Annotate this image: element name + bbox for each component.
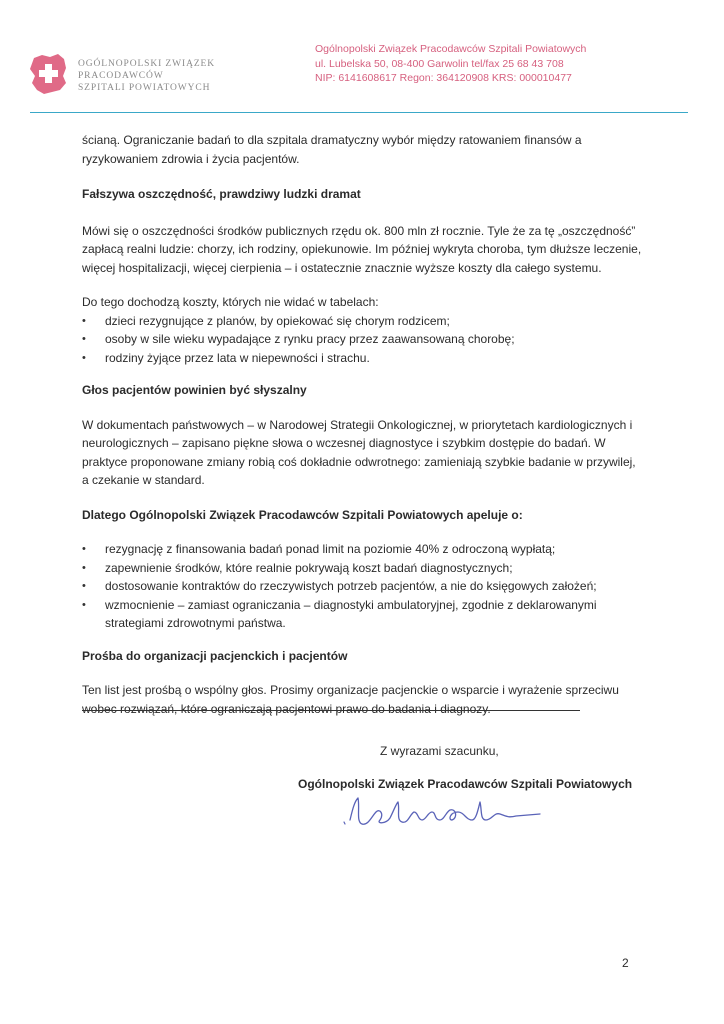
section-heading-4: Prośba do organizacji pacjenckich i pacjentów xyxy=(82,648,348,663)
signer-name: Ogólnopolski Związek Pracodawców Szpitali Powiatowych xyxy=(298,777,633,791)
section2-paragraph-1: W dokumentach państwowych – w Narodowej Strategii Onkologicznej, w priorytetach kardiologicznych i neurologicznych – zapisano piękne słowa o wczesnej diagnostyce i szybkim dostępie do badań. W praktyce proponowane zmiany robią coś dokładnie odwrotnego: zamieniają szybkie badanie w przywilej, a czekanie w standard. xyxy=(82,417,636,487)
header-divider xyxy=(30,112,688,113)
section1-paragraph-2: Do tego dochodzą koszty, których nie widać w tabelach: xyxy=(82,295,379,309)
appeal-list xyxy=(82,540,642,633)
intro-paragraph: ścianą. Ograniczanie badań to dla szpitala dramatyczny wybór między ratowaniem finansów a ryzykowaniem zdrowia i życia pacjentów. xyxy=(82,133,582,166)
list-item: • rezygnację z finansowania badań ponad limit na poziomie 40% z odroczoną wypłatą; xyxy=(82,540,642,559)
closing-salutation: Z wyrazami szacunku, xyxy=(380,744,499,758)
logo-line-3: SZPITALI POWIATOWYCH xyxy=(78,83,211,93)
letter-body xyxy=(82,131,642,718)
logo-wordmark xyxy=(78,58,215,94)
letterhead-contact xyxy=(315,42,605,86)
list-item: • rodziny żyjące przez lata w niepewności i strachu. xyxy=(82,349,642,368)
logo-line-1: OGÓLNOPOLSKI ZWIĄZEK xyxy=(78,59,215,69)
letterhead-address: ul. Lubelska 50, 08-400 Garwolin tel/fax 25 68 43 708 xyxy=(315,57,564,70)
organization-logo xyxy=(28,52,228,104)
list-item: • dzieci rezygnujące z planów, by opiekować się chorym rodzicem; xyxy=(82,312,642,331)
list-item: • wzmocnienie – zamiast ograniczania – diagnostyki ambulatoryjnej, zgodnie z deklarowanymi strategiami zdrowotnymi państwa. xyxy=(82,596,642,633)
section-heading-1: Fałszywa oszczędność, prawdziwy ludzki dramat xyxy=(82,187,361,201)
letterhead-registry: NIP: 6141608617 Regon: 364120908 KRS: 000010477 xyxy=(315,72,572,84)
costs-list xyxy=(82,312,642,368)
section4-paragraph-1: Ten list jest prośbą o wspólny głos. Prosimy organizacje pacjenckie o wsparcie i wyrażenie sprzeciwu wobec rozwiązań, które ograniczają pacjentowi prawo do badania i diagnozy. xyxy=(82,683,619,716)
list-item: • dostosowanie kontraktów do rzeczywistych potrzeb pacjentów, a nie do księgowych założeń; xyxy=(82,577,642,596)
list-item: • zapewnienie środków, które realnie pokrywają koszt badań diagnostycznych; xyxy=(82,559,642,578)
page-number: 2 xyxy=(622,956,629,970)
letterhead-org-name: Ogólnopolski Związek Pracodawców Szpitali Powiatowych xyxy=(315,43,587,55)
list-item: • osoby w sile wieku wypadające z rynku pracy przez zaawansowaną chorobę; xyxy=(82,330,642,349)
handwritten-signature xyxy=(340,790,565,834)
body-divider xyxy=(82,710,580,711)
section-heading-2: Głos pacjentów powinien być słyszalny xyxy=(82,383,307,397)
logo-line-2: PRACODAWCÓW xyxy=(78,71,164,81)
poland-map-cross-icon xyxy=(28,52,68,96)
section-heading-3: Dlatego Ogólnopolski Związek Pracodawców Szpitali Powiatowych apeluje o: xyxy=(82,507,523,522)
section1-paragraph-1: Mówi się o oszczędności środków publicznych rzędu ok. 800 mln zł rocznie. Tyle że za tę „oszczędność” zapłacą realni ludzie: chorzy, ich rodziny, opiekunowie. Im później wykryta choroba, tym dłuższe leczenie, więcej hospitalizacji, więcej cierpienia – i ostatecznie znacznie wyższe koszty dla całego systemu. xyxy=(82,223,642,275)
